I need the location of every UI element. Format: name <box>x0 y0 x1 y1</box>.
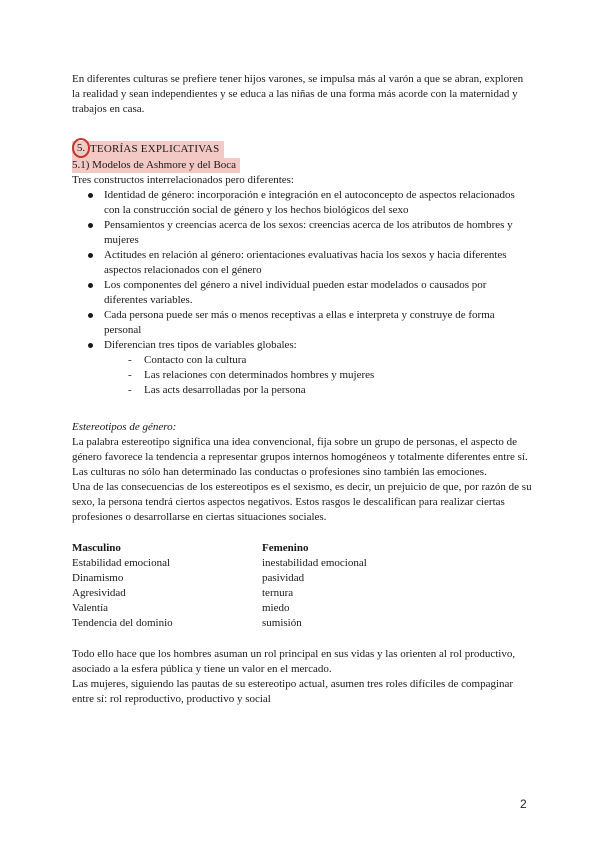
subsection-heading <box>72 158 532 173</box>
header-femenino: Femenino <box>262 542 309 554</box>
list-item: Diferencian tres tipos de variables globales: <box>72 338 532 353</box>
bullet-list <box>72 188 532 353</box>
bullet-icon <box>88 223 93 228</box>
page-content <box>72 72 532 707</box>
dash-icon: - <box>128 384 132 396</box>
section-heading <box>72 141 532 158</box>
dash-list <box>72 353 532 398</box>
page-number: 2 <box>520 797 527 811</box>
intro-paragraph: En diferentes culturas se prefiere tener hijos varones, se impulsa más al varón a que se abran, exploren la realidad y sean independientes y se educa a las niñas de una forma más acorde con la maternidad y trabajos en casa. <box>72 73 524 115</box>
list-item: Identidad de género: incorporación e integración en el autoconcepto de aspectos relacionados con la construcción social de género y los hechos biológicos del sexo <box>72 188 532 218</box>
stereotypes-paragraph: La palabra estereotipo significa una idea convencional, fija sobre un grupo de personas, el aspecto de género favorece la tendencia a representar grupos internos homogéneos y totalmente diferentes entre sí. <box>72 436 528 463</box>
dash-item: - Las relaciones con determinados hombres y mujeres <box>128 369 375 381</box>
table-row: Tendencia del dominio sumisión <box>72 617 302 629</box>
bullet-icon <box>88 253 93 258</box>
section-title: TEORÍAS EXPLICATIVAS <box>72 141 224 158</box>
list-item: Los componentes del género a nivel individual pueden estar modelados o causados por diferentes variables. <box>72 278 532 308</box>
stereotypes-paragraph: Una de las consecuencias de los estereotipos es el sexismo, es decir, un prejuicio de que, por razón de su sexo, la persona tendrá ciertos aspectos negativos. Estos rasgos le descalifican para realizar ciertas profesiones o desarrollarse en ciertas situaciones sociales. <box>72 481 532 523</box>
table-row: Estabilidad emocional inestabilidad emocional <box>72 557 367 569</box>
dash-item: - Las acts desarrolladas por la persona <box>128 384 306 396</box>
stereotypes-paragraph: Las culturas no sólo han determinado las conductas o profesiones sino también las emociones. <box>72 466 487 478</box>
header-masculino: Masculino <box>72 542 121 554</box>
stereotypes-title: Estereotipos de género: <box>72 421 177 433</box>
dash-icon: - <box>128 369 132 381</box>
closing-paragraph: Las mujeres, siguiendo las pautas de su estereotipo actual, asumen tres roles difíciles de compaginar entre sí: rol reproductivo, productivo y social <box>72 678 514 705</box>
section-number-circled: 5. <box>72 138 90 158</box>
traits-table <box>72 541 402 631</box>
closing-paragraph: Todo ello hace que los hombres asuman un rol principal en sus vidas y las orienten al rol productivo, asociado a la esfera pública y tiene un valor en el mercado. <box>72 648 516 675</box>
subsection-title: 5.1) Modelos de Ashmore y del Boca <box>72 158 240 173</box>
subsection-lead: Tres constructos interrelacionados pero diferentes: <box>72 174 294 186</box>
dash-item: - Contacto con la cultura <box>128 354 247 366</box>
list-item: Actitudes en relación al género: orientaciones evaluativas hacia los sexos y hacia diferentes aspectos relacionados con el género <box>72 248 532 278</box>
table-row: Valentía miedo <box>72 602 290 614</box>
bullet-icon <box>88 343 93 348</box>
list-item: Pensamientos y creencias acerca de los sexos: creencias acerca de los atributos de hombres y mujeres <box>72 218 532 248</box>
bullet-icon <box>88 313 93 318</box>
bullet-icon <box>88 193 93 198</box>
table-header-row <box>72 541 402 556</box>
table-row: Agresividad ternura <box>72 587 294 599</box>
bullet-icon <box>88 283 93 288</box>
dash-icon: - <box>128 354 132 366</box>
list-item: Cada persona puede ser más o menos receptivas a ellas e interpreta y construye de forma personal <box>72 308 532 338</box>
table-row: Dinamismo pasividad <box>72 572 305 584</box>
